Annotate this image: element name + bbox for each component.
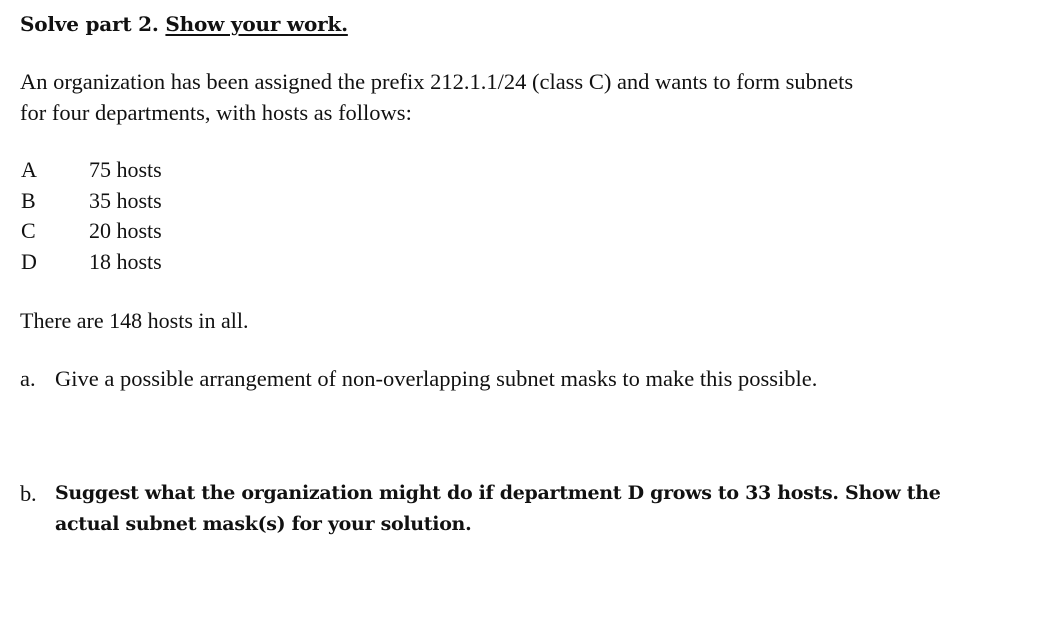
question-line: Give a possible arrangement of non-overlapping subnet masks to make this possible. — [55, 366, 818, 391]
department-hosts: 20 hosts — [89, 218, 162, 243]
question-line: Suggest what the organization might do if department D grows to 33 hosts. Show the — [55, 482, 941, 504]
department-letter: C — [21, 218, 36, 243]
question-line: actual subnet mask(s) for your solution. — [55, 513, 472, 535]
question-text — [55, 478, 1015, 540]
department-letter: A — [21, 157, 37, 182]
question-text — [55, 363, 1015, 394]
department-hosts: 18 hosts — [89, 248, 162, 274]
department-hosts: 75 hosts — [89, 157, 162, 182]
total-hosts-statement: There are 148 hosts in all. — [20, 308, 249, 333]
problem-heading — [20, 10, 348, 38]
heading-underlined-instruction: Show your work. — [165, 12, 348, 36]
question-marker: a. — [20, 366, 36, 391]
intro-line: An organization has been assigned the prefix 212.1.1/24 (class C) and wants to form subnets — [20, 69, 854, 94]
department-hosts: 35 hosts — [89, 187, 162, 213]
heading-prefix: Solve part 2. — [20, 12, 166, 36]
problem-intro-paragraph — [20, 66, 1020, 128]
question-marker: b. — [20, 481, 37, 506]
intro-line: for four departments, with hosts as follows: — [20, 100, 412, 125]
department-letter: B — [21, 187, 36, 213]
department-letter: D — [21, 248, 37, 274]
